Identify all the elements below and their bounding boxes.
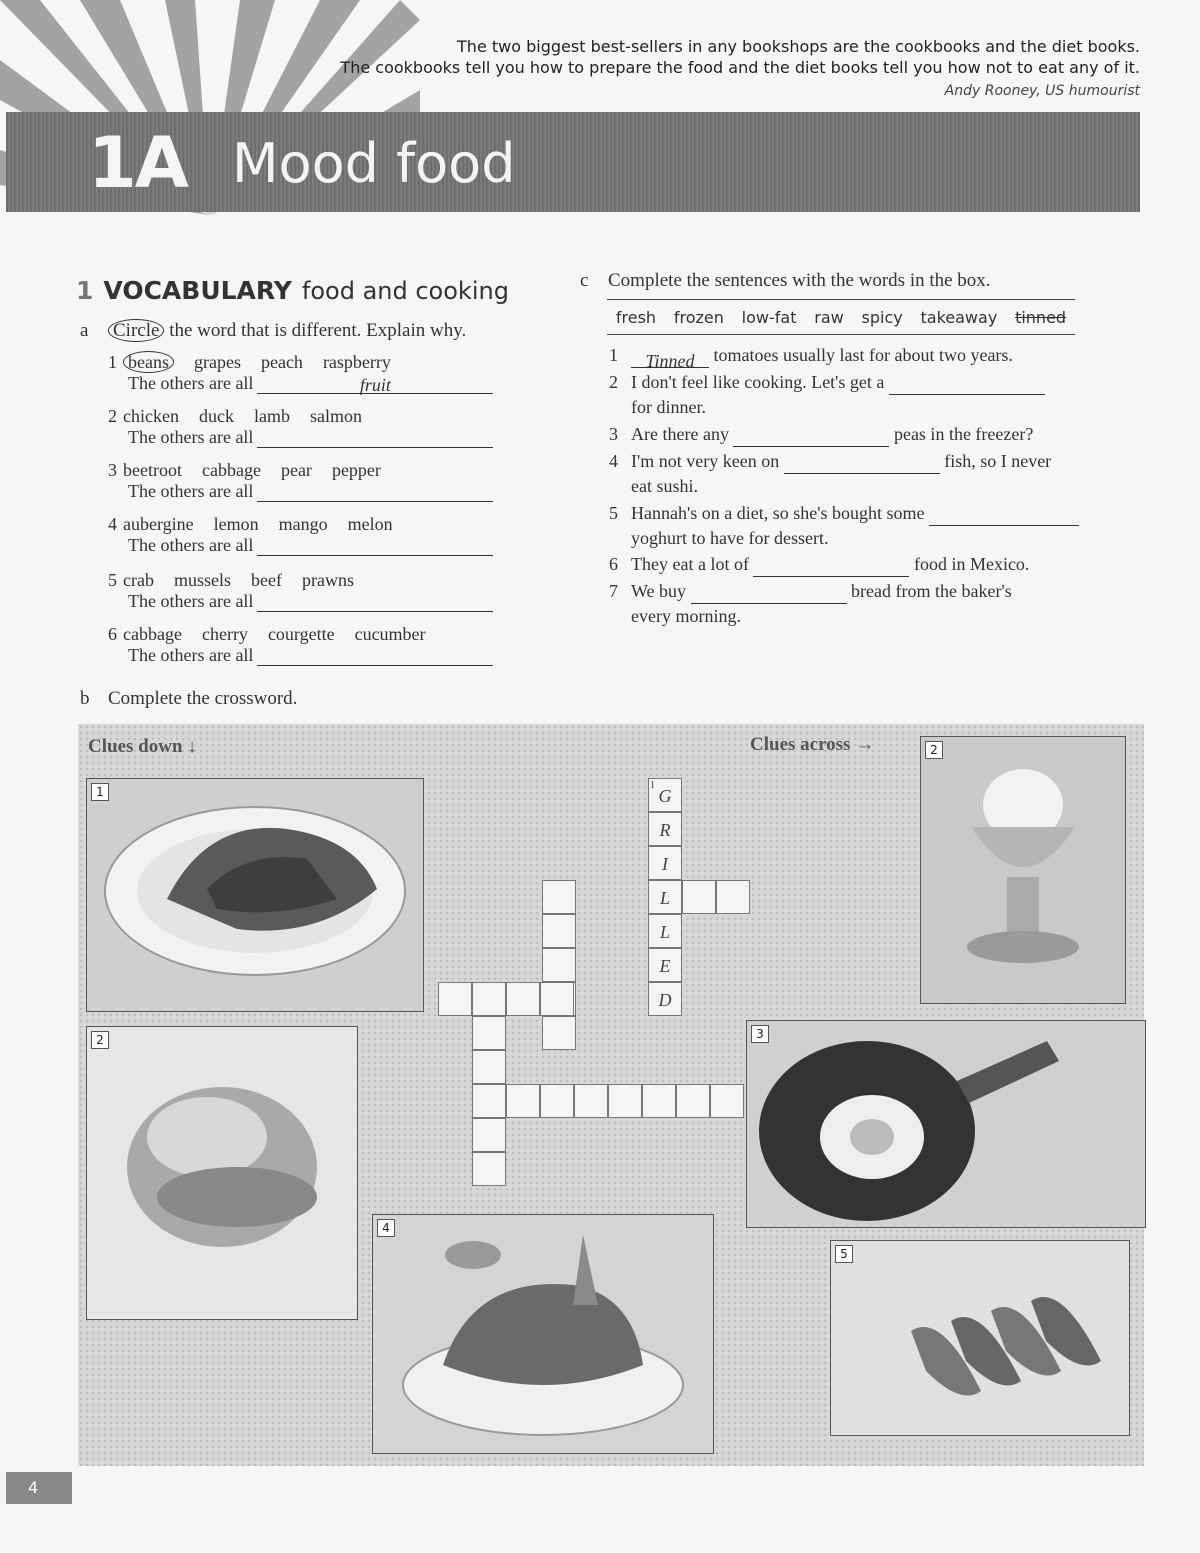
answer-line bbox=[128, 427, 493, 448]
sentence-text-after: food in Mexico. bbox=[913, 554, 1030, 574]
cell-letter: G bbox=[658, 786, 672, 806]
word-list bbox=[108, 352, 493, 373]
answer-blank[interactable] bbox=[257, 429, 493, 448]
answer-line bbox=[128, 591, 493, 612]
sentence-continuation: for dinner. bbox=[631, 397, 706, 417]
arrow-down-icon: ↓ bbox=[187, 736, 197, 757]
unit-number: 1A bbox=[88, 122, 187, 204]
sentence-number: 3 bbox=[609, 424, 618, 444]
crossword-cell[interactable] bbox=[540, 982, 574, 1016]
sentence-blank[interactable] bbox=[733, 428, 889, 447]
exercise-a-letter: a bbox=[80, 320, 89, 341]
photo-number: 1 bbox=[91, 783, 109, 801]
exercise-c-instruction-text: Complete the sentences with the words in the box. bbox=[608, 270, 991, 291]
cell-letter: L bbox=[659, 922, 670, 942]
choice-word[interactable]: melon bbox=[347, 514, 393, 534]
word-list bbox=[108, 570, 493, 591]
sentence-continuation: every morning. bbox=[631, 606, 741, 626]
choice-word[interactable]: beef bbox=[251, 570, 282, 590]
clues-across-text: Clues across bbox=[750, 734, 851, 755]
section-heading bbox=[76, 276, 509, 305]
sentence bbox=[609, 552, 1029, 577]
sentence bbox=[609, 501, 1079, 551]
choice-word[interactable]: cucumber bbox=[354, 624, 426, 644]
choice-word[interactable]: mango bbox=[278, 514, 328, 534]
crossword-cell[interactable] bbox=[648, 982, 682, 1016]
answer-line bbox=[128, 645, 493, 666]
answer-blank[interactable] bbox=[257, 483, 493, 502]
sentence-blank[interactable] bbox=[889, 376, 1045, 395]
photo-down-1 bbox=[86, 778, 424, 1012]
answer-line bbox=[128, 535, 493, 556]
sentence-text-before: Are there any bbox=[631, 424, 729, 444]
sentence-text-after: fish, so I never bbox=[944, 451, 1052, 471]
sentence-text-after: peas in the freezer? bbox=[893, 424, 1034, 444]
cell-clue-number: 1 bbox=[650, 780, 655, 791]
roast-meat-icon bbox=[373, 1215, 713, 1453]
choice-word[interactable]: beans bbox=[123, 351, 174, 373]
choice-word[interactable]: cabbage bbox=[201, 460, 261, 480]
baked-potato-icon bbox=[87, 1027, 357, 1319]
box-word: fresh bbox=[615, 307, 657, 327]
photo-number: 2 bbox=[91, 1031, 109, 1049]
choice-word[interactable]: salmon bbox=[309, 406, 362, 426]
cell-letter: E bbox=[659, 956, 671, 976]
crossword-cell[interactable] bbox=[648, 880, 682, 914]
crossword-cell[interactable] bbox=[648, 812, 682, 846]
crossword-cell[interactable] bbox=[472, 1084, 506, 1118]
page-title: Mood food bbox=[232, 132, 516, 195]
choice-word[interactable]: pear bbox=[280, 460, 312, 480]
choice-word[interactable]: peach bbox=[260, 352, 303, 372]
word-list bbox=[108, 624, 493, 645]
header-quote bbox=[340, 36, 1140, 102]
crossword-cell[interactable] bbox=[542, 880, 576, 914]
choice-word[interactable]: raspberry bbox=[322, 352, 391, 372]
crossword-cell[interactable] bbox=[648, 948, 682, 982]
sentence-blank[interactable] bbox=[929, 507, 1079, 526]
sentence-text-after: tomatoes usually last for about two years. bbox=[713, 345, 1013, 365]
crossword-cell[interactable] bbox=[648, 914, 682, 948]
word-list bbox=[108, 460, 493, 481]
photo-across-2 bbox=[920, 736, 1126, 1004]
crossword-cell[interactable] bbox=[472, 1152, 506, 1186]
sentence bbox=[609, 422, 1033, 447]
cell-letter: I bbox=[662, 854, 668, 874]
choice-word[interactable]: lamb bbox=[253, 406, 290, 426]
sentence bbox=[609, 370, 1045, 420]
sentence bbox=[609, 449, 1051, 499]
sentence-number: 7 bbox=[609, 581, 618, 601]
photo-number: 5 bbox=[835, 1245, 853, 1263]
exercise-a-instruction-text: the word that is different. Explain why. bbox=[169, 320, 467, 341]
photo-number: 2 bbox=[925, 741, 943, 759]
item-number: 3 bbox=[108, 460, 117, 480]
photo-down-4 bbox=[372, 1214, 714, 1454]
quote-line-2: The cookbooks tell you how to prepare the food and the diet books tell you how not to eat any of it. bbox=[340, 58, 1140, 77]
answer-line bbox=[128, 481, 493, 502]
crossword-cell[interactable] bbox=[648, 846, 682, 880]
sentence-number: 4 bbox=[609, 451, 618, 471]
boiled-egg-icon bbox=[921, 737, 1125, 1003]
sentence-blank[interactable] bbox=[784, 455, 940, 474]
box-word: spicy bbox=[861, 307, 903, 327]
answer-prefix: The others are all bbox=[128, 481, 254, 501]
choice-word[interactable]: aubergine bbox=[123, 514, 194, 534]
cell-letter: R bbox=[659, 820, 671, 840]
word-box bbox=[607, 299, 1075, 335]
sentence-blank[interactable] bbox=[691, 585, 847, 604]
choice-word[interactable]: mussels bbox=[173, 570, 231, 590]
choice-word[interactable]: chicken bbox=[123, 406, 179, 426]
crossword-cell[interactable] bbox=[506, 982, 540, 1016]
sentence bbox=[609, 343, 1013, 371]
crossword-cell[interactable] bbox=[542, 914, 576, 948]
answer-line bbox=[128, 373, 493, 394]
clues-down-text: Clues down bbox=[88, 736, 183, 757]
crossword-cell[interactable] bbox=[716, 880, 750, 914]
sentence-text-before: I'm not very keen on bbox=[631, 451, 780, 471]
word-list bbox=[108, 514, 493, 535]
item-number: 2 bbox=[108, 406, 117, 426]
crossword-cell[interactable] bbox=[676, 1084, 710, 1118]
choice-word[interactable]: duck bbox=[198, 406, 234, 426]
circle-word: Circle bbox=[108, 319, 164, 342]
choice-word[interactable]: courgette bbox=[267, 624, 335, 644]
sentence bbox=[609, 579, 1012, 629]
sentence-blank[interactable]: Tinned bbox=[631, 349, 709, 368]
answer-prefix: The others are all bbox=[128, 373, 254, 393]
exercise-b-instruction-text: Complete the crossword. bbox=[108, 688, 298, 709]
exercise-a-item bbox=[108, 406, 493, 448]
page-number: 4 bbox=[6, 1472, 72, 1504]
sentence-text-before: Hannah's on a diet, so she's bought some bbox=[631, 503, 925, 523]
sentence-text-before: We buy bbox=[631, 581, 687, 601]
choice-word[interactable]: lemon bbox=[213, 514, 259, 534]
salad-plate-icon bbox=[87, 779, 423, 1011]
sentence-number: 6 bbox=[609, 554, 618, 574]
answer-blank[interactable] bbox=[257, 593, 493, 612]
crossword-cell[interactable] bbox=[608, 1084, 642, 1118]
fried-egg-pan-icon bbox=[747, 1021, 1145, 1227]
item-number: 1 bbox=[108, 352, 117, 372]
sentence-number: 1 bbox=[609, 345, 618, 365]
choice-word[interactable]: prawns bbox=[301, 570, 354, 590]
box-word: tinned bbox=[1015, 307, 1067, 327]
crossword-cell[interactable] bbox=[648, 778, 682, 812]
sentence-text-after: bread from the baker's bbox=[851, 581, 1012, 601]
crossword-cell[interactable] bbox=[574, 1084, 608, 1118]
choice-word[interactable]: crab bbox=[123, 570, 154, 590]
sentence-text-before: I don't feel like cooking. Let's get a bbox=[631, 372, 885, 392]
item-number: 6 bbox=[108, 624, 117, 644]
crossword-cell[interactable] bbox=[682, 880, 716, 914]
answer-prefix: The others are all bbox=[128, 645, 254, 665]
quote-line-1: The two biggest best-sellers in any bookshops are the cookbooks and the diet books. bbox=[457, 37, 1140, 56]
cell-letter: L bbox=[659, 888, 670, 908]
section-number: 1 bbox=[76, 276, 94, 305]
section-name: VOCABULARY bbox=[103, 276, 292, 305]
answer-prefix: The others are all bbox=[128, 591, 254, 611]
exercise-c-instruction bbox=[580, 270, 991, 292]
item-number: 5 bbox=[108, 570, 117, 590]
answer-blank[interactable]: fruit bbox=[257, 375, 493, 394]
crossword-cell[interactable] bbox=[472, 1016, 506, 1050]
answer-prefix: The others are all bbox=[128, 535, 254, 555]
exercise-a-item bbox=[108, 624, 493, 666]
clues-across-label bbox=[750, 734, 874, 756]
box-word: low-fat bbox=[741, 307, 797, 327]
choice-word[interactable]: grapes bbox=[193, 352, 241, 372]
answer-prefix: The others are all bbox=[128, 427, 254, 447]
box-word: frozen bbox=[673, 307, 724, 327]
photo-number: 3 bbox=[751, 1025, 769, 1043]
choice-word[interactable]: pepper bbox=[331, 460, 381, 480]
exercise-c-letter: c bbox=[580, 270, 589, 291]
quote-author: Andy Rooney, US humourist bbox=[944, 83, 1140, 99]
photo-across-5 bbox=[830, 1240, 1130, 1436]
sentence-number: 2 bbox=[609, 372, 618, 392]
sentence-text-before: They eat a lot of bbox=[631, 554, 749, 574]
exercise-a-item bbox=[108, 460, 493, 502]
sentence-continuation: eat sushi. bbox=[631, 476, 698, 496]
exercise-b-letter: b bbox=[80, 688, 90, 709]
crossword-cell[interactable] bbox=[710, 1084, 744, 1118]
section-topic: food and cooking bbox=[301, 277, 509, 305]
crossword-cell[interactable] bbox=[472, 982, 506, 1016]
word-list bbox=[108, 406, 493, 427]
exercise-a-item bbox=[108, 570, 493, 612]
choice-word[interactable]: cabbage bbox=[123, 624, 182, 644]
box-word: raw bbox=[814, 307, 844, 327]
choice-word[interactable]: cherry bbox=[201, 624, 248, 644]
exercise-a-item bbox=[108, 514, 493, 556]
arrow-right-icon: → bbox=[855, 734, 875, 755]
cell-letter: D bbox=[658, 990, 672, 1010]
clues-down-label bbox=[88, 736, 197, 758]
choice-word[interactable]: beetroot bbox=[123, 460, 182, 480]
crossword-cell[interactable] bbox=[540, 1084, 574, 1118]
exercise-a-item bbox=[108, 352, 493, 394]
sentence-number: 5 bbox=[609, 503, 618, 523]
peas-icon bbox=[831, 1241, 1129, 1435]
sentence-continuation: yoghurt to have for dessert. bbox=[631, 528, 829, 548]
item-number: 4 bbox=[108, 514, 117, 534]
crossword-cell[interactable] bbox=[472, 1050, 506, 1084]
photo-across-3 bbox=[746, 1020, 1146, 1228]
crossword-area bbox=[78, 724, 1144, 1466]
exercise-a-instruction bbox=[80, 320, 466, 342]
crossword-cell[interactable] bbox=[542, 1016, 576, 1050]
photo-down-2 bbox=[86, 1026, 358, 1320]
crossword-cell[interactable] bbox=[438, 982, 472, 1016]
crossword-cell[interactable] bbox=[506, 1084, 540, 1118]
crossword-cell[interactable] bbox=[642, 1084, 676, 1118]
answer-blank[interactable] bbox=[257, 647, 493, 666]
box-word: takeaway bbox=[920, 307, 998, 327]
photo-number: 4 bbox=[377, 1219, 395, 1237]
sentence-blank[interactable] bbox=[753, 558, 909, 577]
crossword-cell[interactable] bbox=[472, 1118, 506, 1152]
crossword-cell[interactable] bbox=[542, 948, 576, 982]
answer-blank[interactable] bbox=[257, 537, 493, 556]
exercise-b-instruction bbox=[80, 688, 297, 710]
